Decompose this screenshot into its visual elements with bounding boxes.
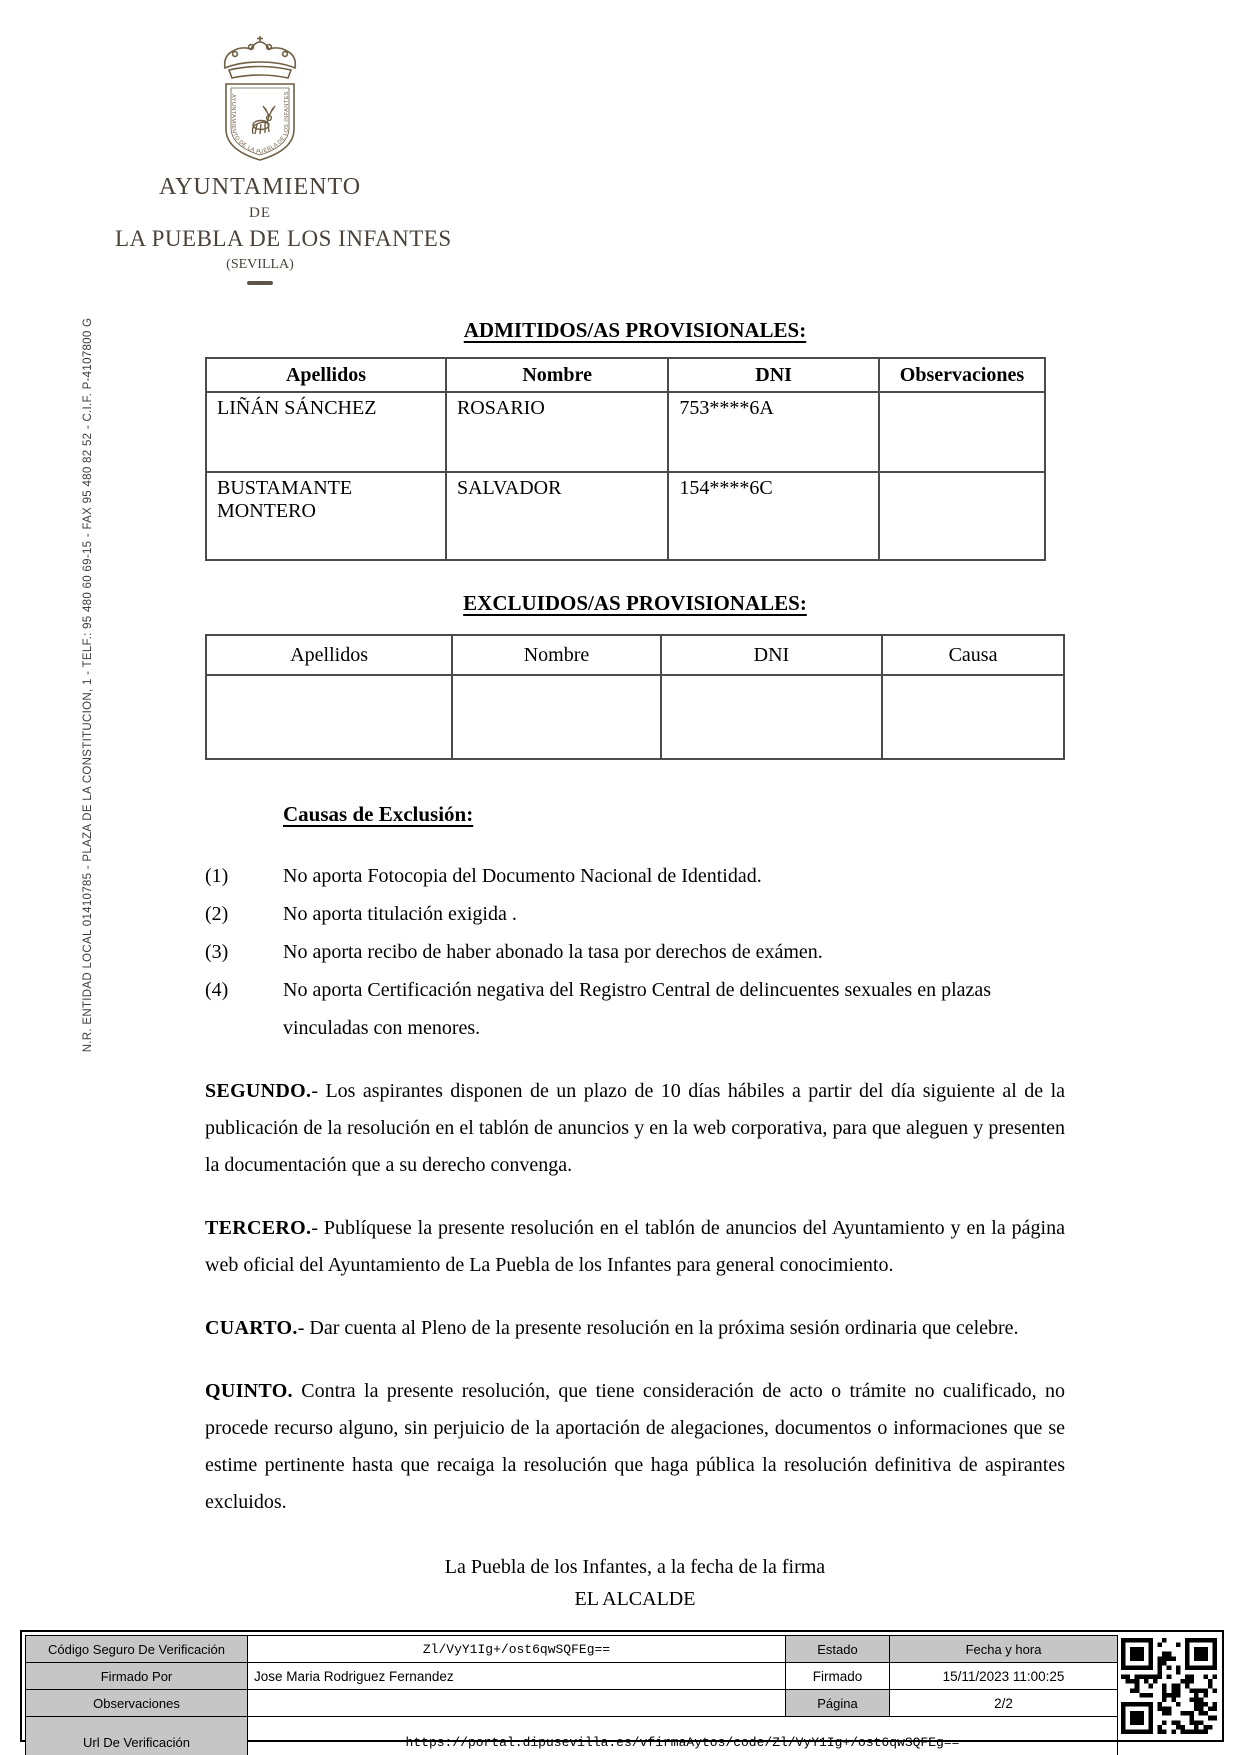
admitted-header-row: [206, 358, 1045, 392]
org-province-line: (SEVILLA): [226, 257, 294, 272]
column-header-causa: Causa: [882, 635, 1064, 675]
table-row: [26, 1636, 1118, 1663]
entity-registration-sidebar-text: N.R. ENTIDAD LOCAL 01410785 - PLAZA DE LA CONSTITUCION, 1 - TELF.: 95 480 60 69-15 - FAX 95 480 82 52 - C.I.F. P-4107800 G: [82, 317, 94, 1053]
column-header-apellidos: Apellidos: [206, 358, 446, 392]
excluded-section-title: EXCLUIDOS/AS PROVISIONALES:: [463, 591, 807, 615]
paragraph-text: Publíquese la presente resolución en el tablón de anuncios del Ayuntamiento y en la página web oficial del Ayuntamiento de La Puebla de los Infantes para general conocimiento.: [205, 1217, 1065, 1276]
column-header-nombre: Nombre: [452, 635, 660, 675]
org-name-line2: DE: [249, 205, 271, 221]
cause-number: (1): [205, 865, 229, 887]
pagina-value: 2/2: [890, 1690, 1118, 1717]
pagina-label: Página: [786, 1690, 890, 1717]
cell-causa: [882, 675, 1064, 759]
fecha-hora-value: 15/11/2023 11:00:25: [890, 1663, 1118, 1690]
table-row: [26, 1717, 1118, 1755]
paragraph-text: Contra la presente resolución, que tiene consideración de acto o trámite no cualificado, no procede recurso alguno, sin perjuicio de la aportación de alegaciones, documentos o informaciones que se estime pertinente hasta que recaiga la resolución que haga pública la resolución definitiva de aspirantes excluidos.: [205, 1380, 1066, 1513]
cell-observaciones: [879, 392, 1045, 472]
signature-place-line: La Puebla de los Infantes, a la fecha de la firma: [444, 1556, 826, 1578]
firmado-por-value: Jose Maria Rodriguez Fernandez: [248, 1663, 786, 1690]
cause-number: (2): [205, 903, 229, 925]
admitted-table: [205, 357, 1046, 561]
observaciones-value: [248, 1690, 786, 1717]
estado-value: Firmado: [786, 1663, 890, 1690]
letterhead-underline-mark: [247, 281, 273, 285]
paragraph-lead: TERCERO.: [205, 1217, 312, 1239]
cell-dni: 154****6C: [668, 472, 879, 560]
column-header-apellidos: Apellidos: [206, 635, 452, 675]
municipal-crest-icon: [201, 34, 319, 166]
paragraph-lead: QUINTO.: [205, 1380, 293, 1402]
list-item: [205, 971, 1065, 1047]
column-header-dni: DNI: [661, 635, 882, 675]
paragraph-lead: CUARTO.: [205, 1317, 298, 1339]
cell-dni: [661, 675, 882, 759]
org-name-line1: AYUNTAMIENTO: [158, 174, 362, 200]
crest-motto-text: AYUNTAMIENTO DE LA PUEBLA DE LOS INFANTES: [229, 91, 291, 156]
signature-block: [205, 1551, 1065, 1615]
column-header-dni: DNI: [668, 358, 879, 392]
exclusion-causes-title: Causas de Exclusión:: [283, 802, 474, 826]
verification-footer: [20, 1630, 1224, 1750]
cell-dni: 753****6A: [668, 392, 879, 472]
paragraph-separator: -: [297, 1317, 305, 1339]
paragraph-lead: SEGUNDO.: [205, 1080, 312, 1102]
paragraph-separator: -: [311, 1217, 318, 1239]
paragraph-tercero: [205, 1210, 1065, 1284]
estado-label: Estado: [786, 1636, 890, 1663]
cell-nombre: ROSARIO: [446, 392, 668, 472]
table-row: [26, 1663, 1118, 1690]
table-row: [206, 675, 1064, 759]
cause-text: No aporta titulación exigida .: [283, 903, 517, 925]
paragraph-cuarto: [205, 1310, 1065, 1347]
table-row: [206, 472, 1045, 560]
list-item: [205, 895, 1065, 933]
letterhead: [115, 34, 452, 285]
cause-text: No aporta Fotocopia del Documento Nacional de Identidad.: [283, 865, 762, 887]
list-item: [205, 933, 1065, 971]
admitted-section-title: ADMITIDOS/AS PROVISIONALES:: [463, 318, 807, 342]
list-item: [205, 857, 1065, 895]
firmado-por-label: Firmado Por: [26, 1663, 248, 1690]
exclusion-causes-list: [205, 857, 1065, 1047]
url-verificacion-label: Url De Verificación: [26, 1717, 248, 1755]
url-verificacion-value: https://portal.dipusevilla.es/vfirmaAytos/code/Zl/VyY1Ig+/ost6qwSQFEg==: [248, 1717, 1118, 1755]
cause-text: No aporta Certificación negativa del Registro Central de delincuentes sexuales en plazas vinculadas con menores.: [283, 979, 992, 1039]
paragraph-text: Dar cuenta al Pleno de la presente resolución en la próxima sesión ordinaria que celebre.: [309, 1317, 1019, 1339]
csv-label: Código Seguro De Verificación: [26, 1636, 248, 1663]
org-name-line3: LA PUEBLA DE LOS INFANTES: [115, 226, 452, 251]
paragraph-separator: -: [311, 1080, 318, 1102]
cause-text: No aporta recibo de haber abonado la tasa por derechos de exámen.: [283, 941, 823, 963]
cell-observaciones: [879, 472, 1045, 560]
excluded-table: [205, 634, 1065, 760]
verification-table: [25, 1635, 1118, 1755]
cell-nombre: [452, 675, 660, 759]
cell-nombre: SALVADOR: [446, 472, 668, 560]
paragraph-segundo: [205, 1073, 1065, 1184]
cell-apellidos: LIÑÁN SÁNCHEZ: [206, 392, 446, 472]
column-header-nombre: Nombre: [446, 358, 668, 392]
paragraph-quinto: [205, 1373, 1065, 1521]
csv-value: Zl/VyY1Ig+/ost6qwSQFEg==: [248, 1636, 786, 1663]
table-row: [206, 392, 1045, 472]
column-header-observaciones: Observaciones: [879, 358, 1045, 392]
table-row: [26, 1690, 1118, 1717]
cause-number: (4): [205, 979, 229, 1001]
signature-role-line: EL ALCALDE: [574, 1588, 696, 1610]
qr-code-icon: [1121, 1638, 1217, 1734]
observaciones-label: Observaciones: [26, 1690, 248, 1717]
qr-code-container: [1118, 1635, 1219, 1737]
cell-apellidos: BUSTAMANTE MONTERO: [206, 472, 446, 560]
cell-apellidos: [206, 675, 452, 759]
svg-text:AYUNTAMIENTO DE LA PUEBLA DE L: [230, 91, 290, 156]
excluded-header-row: [206, 635, 1064, 675]
document-content: [205, 318, 1065, 1678]
cause-number: (3): [205, 941, 229, 963]
fecha-hora-label: Fecha y hora: [890, 1636, 1118, 1663]
paragraph-text: Los aspirantes disponen de un plazo de 10 días hábiles a partir del día siguiente al de la publicación de la resolución en el tablón de anuncios y en la web corporativa, para que aleguen y presenten la documentación que a su derecho convenga.: [205, 1080, 1066, 1176]
